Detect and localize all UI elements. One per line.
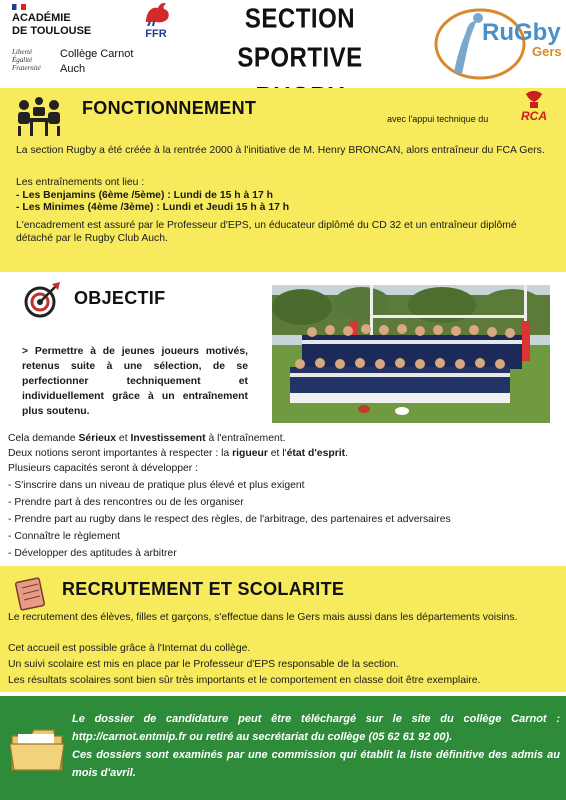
college-name: Collège Carnot Auch bbox=[60, 48, 134, 75]
title-line-1: SECTION SPORTIVE bbox=[237, 3, 363, 74]
recrutement-p2: Cet accueil est possible grâce à l'Internat du collège. bbox=[8, 643, 251, 654]
list-item: - S'inscrire dans un niveau de pratique plus élevé et plus exigent bbox=[8, 480, 305, 491]
ffr-label: FFR bbox=[145, 28, 167, 40]
rugby-logo-text: RuGby bbox=[482, 19, 561, 46]
ffr-logo bbox=[134, 0, 178, 44]
meeting-icon bbox=[14, 96, 64, 138]
notebook-icon bbox=[12, 574, 52, 612]
target-icon bbox=[22, 280, 62, 320]
recrutement-p3: Un suivi scolaire est mis en place par le Professeur d'EPS responsable de la section. bbox=[8, 659, 399, 670]
list-item: - Prendre part à des rencontres ou de les organiser bbox=[8, 497, 244, 508]
fonctionnement-p3: L'encadrement est assuré par le Professeur d'EPS, un éducateur diplômé du CD 32 et un entraîneur diplômé détaché par le Rugby Club Auch. bbox=[16, 220, 517, 244]
recrutement-title: RECRUTEMENT ET SCOLARITE bbox=[62, 579, 345, 599]
objectif-line-3: Plusieurs capacités seront à développer : bbox=[8, 463, 199, 474]
marianne-flag-icon bbox=[12, 4, 26, 10]
list-item: - Connaître le règlement bbox=[8, 531, 121, 542]
schedule-minimes: - Les Minimes (4ème /3ème) : Lundi et Jeudi 15 h à 17 h bbox=[16, 202, 290, 213]
support-text: avec l'appui technique du bbox=[387, 114, 489, 124]
schedule-benjamins: - Les Benjamins (6ème /5ème) : Lundi de 15 h à 17 h bbox=[16, 190, 273, 201]
recrutement-p1: Le recrutement des élèves, filles et garçons, s'effectue dans le Gers mais aussi dans les départements voisins. bbox=[8, 612, 518, 623]
rooster-icon bbox=[140, 0, 172, 26]
players-front-row bbox=[290, 358, 510, 403]
rugby-ball-icon bbox=[395, 407, 409, 415]
folder-icon bbox=[10, 726, 66, 772]
recrutement-p4: Les résultats scolaires sont bien sûr très importants et le comportement en classe doit être exemplaire. bbox=[8, 675, 481, 686]
fonctionnement-section bbox=[0, 88, 566, 272]
rugby-gers-logo bbox=[432, 2, 562, 82]
fonctionnement-p2: Les entraînements ont lieu : bbox=[16, 177, 145, 188]
page-header bbox=[0, 0, 566, 88]
rca-logo bbox=[512, 90, 556, 126]
objectif-intro: > Permettre à de jeunes joueurs motivés, retenus suite à une sélection, de se perfectionner techniquement et individuellement grâce à un entraînement plus soutenu. bbox=[22, 346, 248, 417]
list-item: - Développer des aptitudes à arbitrer bbox=[8, 548, 177, 559]
academie-name: ACADÉMIE DE TOULOUSE bbox=[12, 12, 92, 37]
fonctionnement-p1: La section Rugby a été créée à la rentrée 2000 à l'initiative de M. Henry BRONCAN, alors entraîneur du FCA Gers. bbox=[16, 145, 545, 156]
recrutement-section bbox=[0, 566, 566, 692]
objectif-title: OBJECTIF bbox=[74, 288, 166, 308]
objectif-line-2: Deux notions seront importantes à respecter : la rigueur et l'état d'esprit. bbox=[8, 448, 348, 459]
fonctionnement-title: FONCTIONNEMENT bbox=[82, 98, 257, 118]
rca-logo-text: RCA bbox=[521, 109, 547, 123]
footer-text: Le dossier de candidature peut être téléchargé sur le site du collège Carnot : http://carnot.entmip.fr ou retiré au secrétariat du collège (05 62 61 92 00). Ces dossiers sont examinés par une commission qui établit la liste définitive des admis au mois d'avril. bbox=[72, 713, 560, 779]
republic-motto: Liberté Égalité Fraternité bbox=[12, 48, 41, 72]
objectif-line-1: Cela demande Sérieux et Investissement à l'entraînement. bbox=[8, 433, 286, 444]
list-item: - Prendre part au rugby dans le respect des règles, de l'arbitrage, des partenaires et adversaires bbox=[8, 514, 451, 525]
team-photo bbox=[272, 285, 550, 423]
rugby-logo-sub: Gers bbox=[532, 44, 562, 59]
footer-section bbox=[0, 696, 566, 800]
